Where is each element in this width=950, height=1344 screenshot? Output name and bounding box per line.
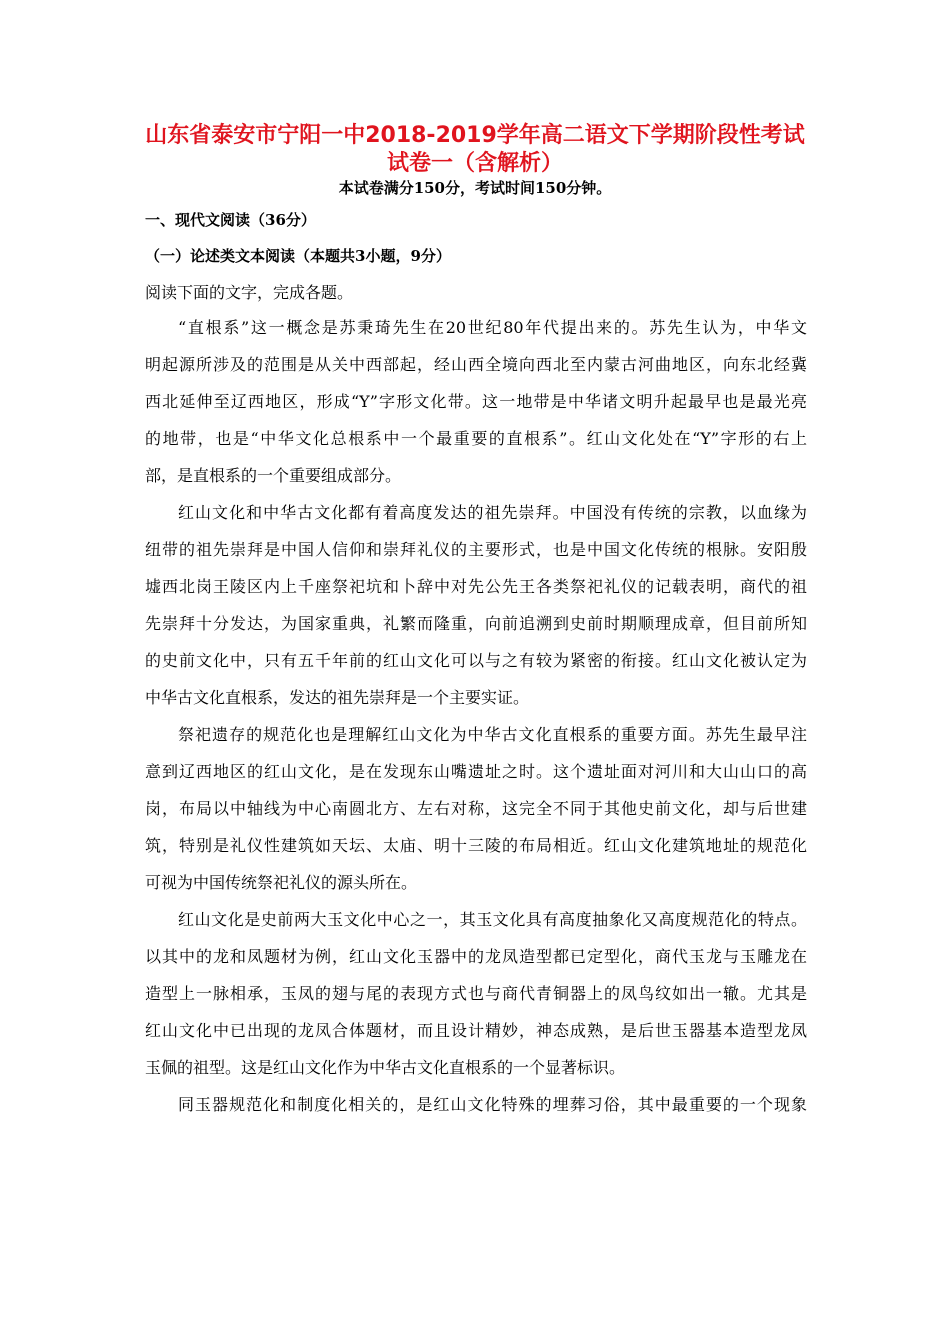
- text-line: 以其中的龙和凤题材为例，红山文化玉器中的龙凤造型都已定型化，商代玉龙与玉雕龙在: [145, 947, 807, 966]
- text-line: 岗，布局以中轴线为中心南圆北方、左右对称，这完全不同于其他史前文化，却与后世建: [145, 799, 807, 818]
- text-line: 部，是直根系的一个重要组成部分。: [145, 466, 402, 485]
- subsection-heading: （一）论述类文本阅读（本题共3小题，9分）: [145, 247, 451, 265]
- document-title-line-1: 山东省泰安市宁阳一中2018-2019学年高二语文下学期阶段性考试: [145, 123, 805, 148]
- text-line: 西北延伸至辽西地区，形成“Y”字形文化带。这一地带是中华诸文明升起最早也是最光亮: [145, 392, 807, 411]
- text-line: 明起源所涉及的范围是从关中西部起，经山西全境向西北至内蒙古河曲地区，向东北经冀: [145, 355, 807, 374]
- document-title-line-2: 试卷一（含解析）: [386, 151, 563, 176]
- text-line: 祭祀遗存的规范化也是理解红山文化为中华古文化直根系的重要方面。苏先生最早注: [178, 725, 807, 744]
- text-line: 先崇拜十分发达，为国家重典，礼繁而隆重，向前追溯到史前时期顺理成章，但目前所知: [145, 614, 807, 633]
- text-line: “直根系”这一概念是苏秉琦先生在20世纪80年代提出来的。苏先生认为，中华文: [178, 318, 807, 337]
- reading-instruction: 阅读下面的文字，完成各题。: [145, 283, 354, 302]
- text-line: 的史前文化中，只有五千年前的红山文化可以与之有较为紧密的衔接。红山文化被认定为: [145, 651, 807, 670]
- text-line: 纽带的祖先崇拜是中国人信仰和崇拜礼仪的主要形式，也是中国文化传统的根脉。安阳殷: [145, 540, 807, 559]
- exam-info: 本试卷满分150分，考试时间150分钟。: [338, 179, 612, 197]
- text-line: 墟西北岗王陵区内上千座祭祀坑和卜辞中对先公先王各类祭祀礼仪的记载表明，商代的祖: [145, 577, 807, 596]
- text-line: 可视为中国传统祭祀礼仪的源头所在。: [145, 873, 418, 892]
- text-line: 筑，特别是礼仪性建筑如天坛、太庙、明十三陵的布局相近。红山文化建筑地址的规范化: [145, 836, 807, 855]
- text-line: 红山文化是史前两大玉文化中心之一，其玉文化具有高度抽象化又高度规范化的特点。: [178, 910, 807, 929]
- text-line: 造型上一脉相承，玉凤的翅与尾的表现方式也与商代青铜器上的凤鸟纹如出一辙。尤其是: [145, 984, 807, 1003]
- text-line: 意到辽西地区的红山文化，是在发现东山嘴遗址之时。这个遗址面对河川和大山山口的高: [145, 762, 807, 781]
- text-line: 同玉器规范化和制度化相关的，是红山文化特殊的埋葬习俗，其中最重要的一个现象: [178, 1095, 807, 1114]
- text-line: 中华古文化直根系，发达的祖先崇拜是一个主要实证。: [145, 688, 530, 707]
- text-line: 红山文化和中华古文化都有着高度发达的祖先崇拜。中国没有传统的宗教，以血缘为: [178, 503, 807, 522]
- text-line: 玉佩的祖型。这是红山文化作为中华古文化直根系的一个显著标识。: [145, 1058, 626, 1077]
- text-line: 的地带，也是“中华文化总根系中一个最重要的直根系”。红山文化处在“Y”字形的右上: [145, 429, 807, 448]
- section-heading: 一、现代文阅读（36分）: [145, 211, 316, 229]
- text-line: 红山文化中已出现的龙凤合体题材，而且设计精妙，神态成熟，是后世玉器基本造型龙凤: [145, 1021, 807, 1040]
